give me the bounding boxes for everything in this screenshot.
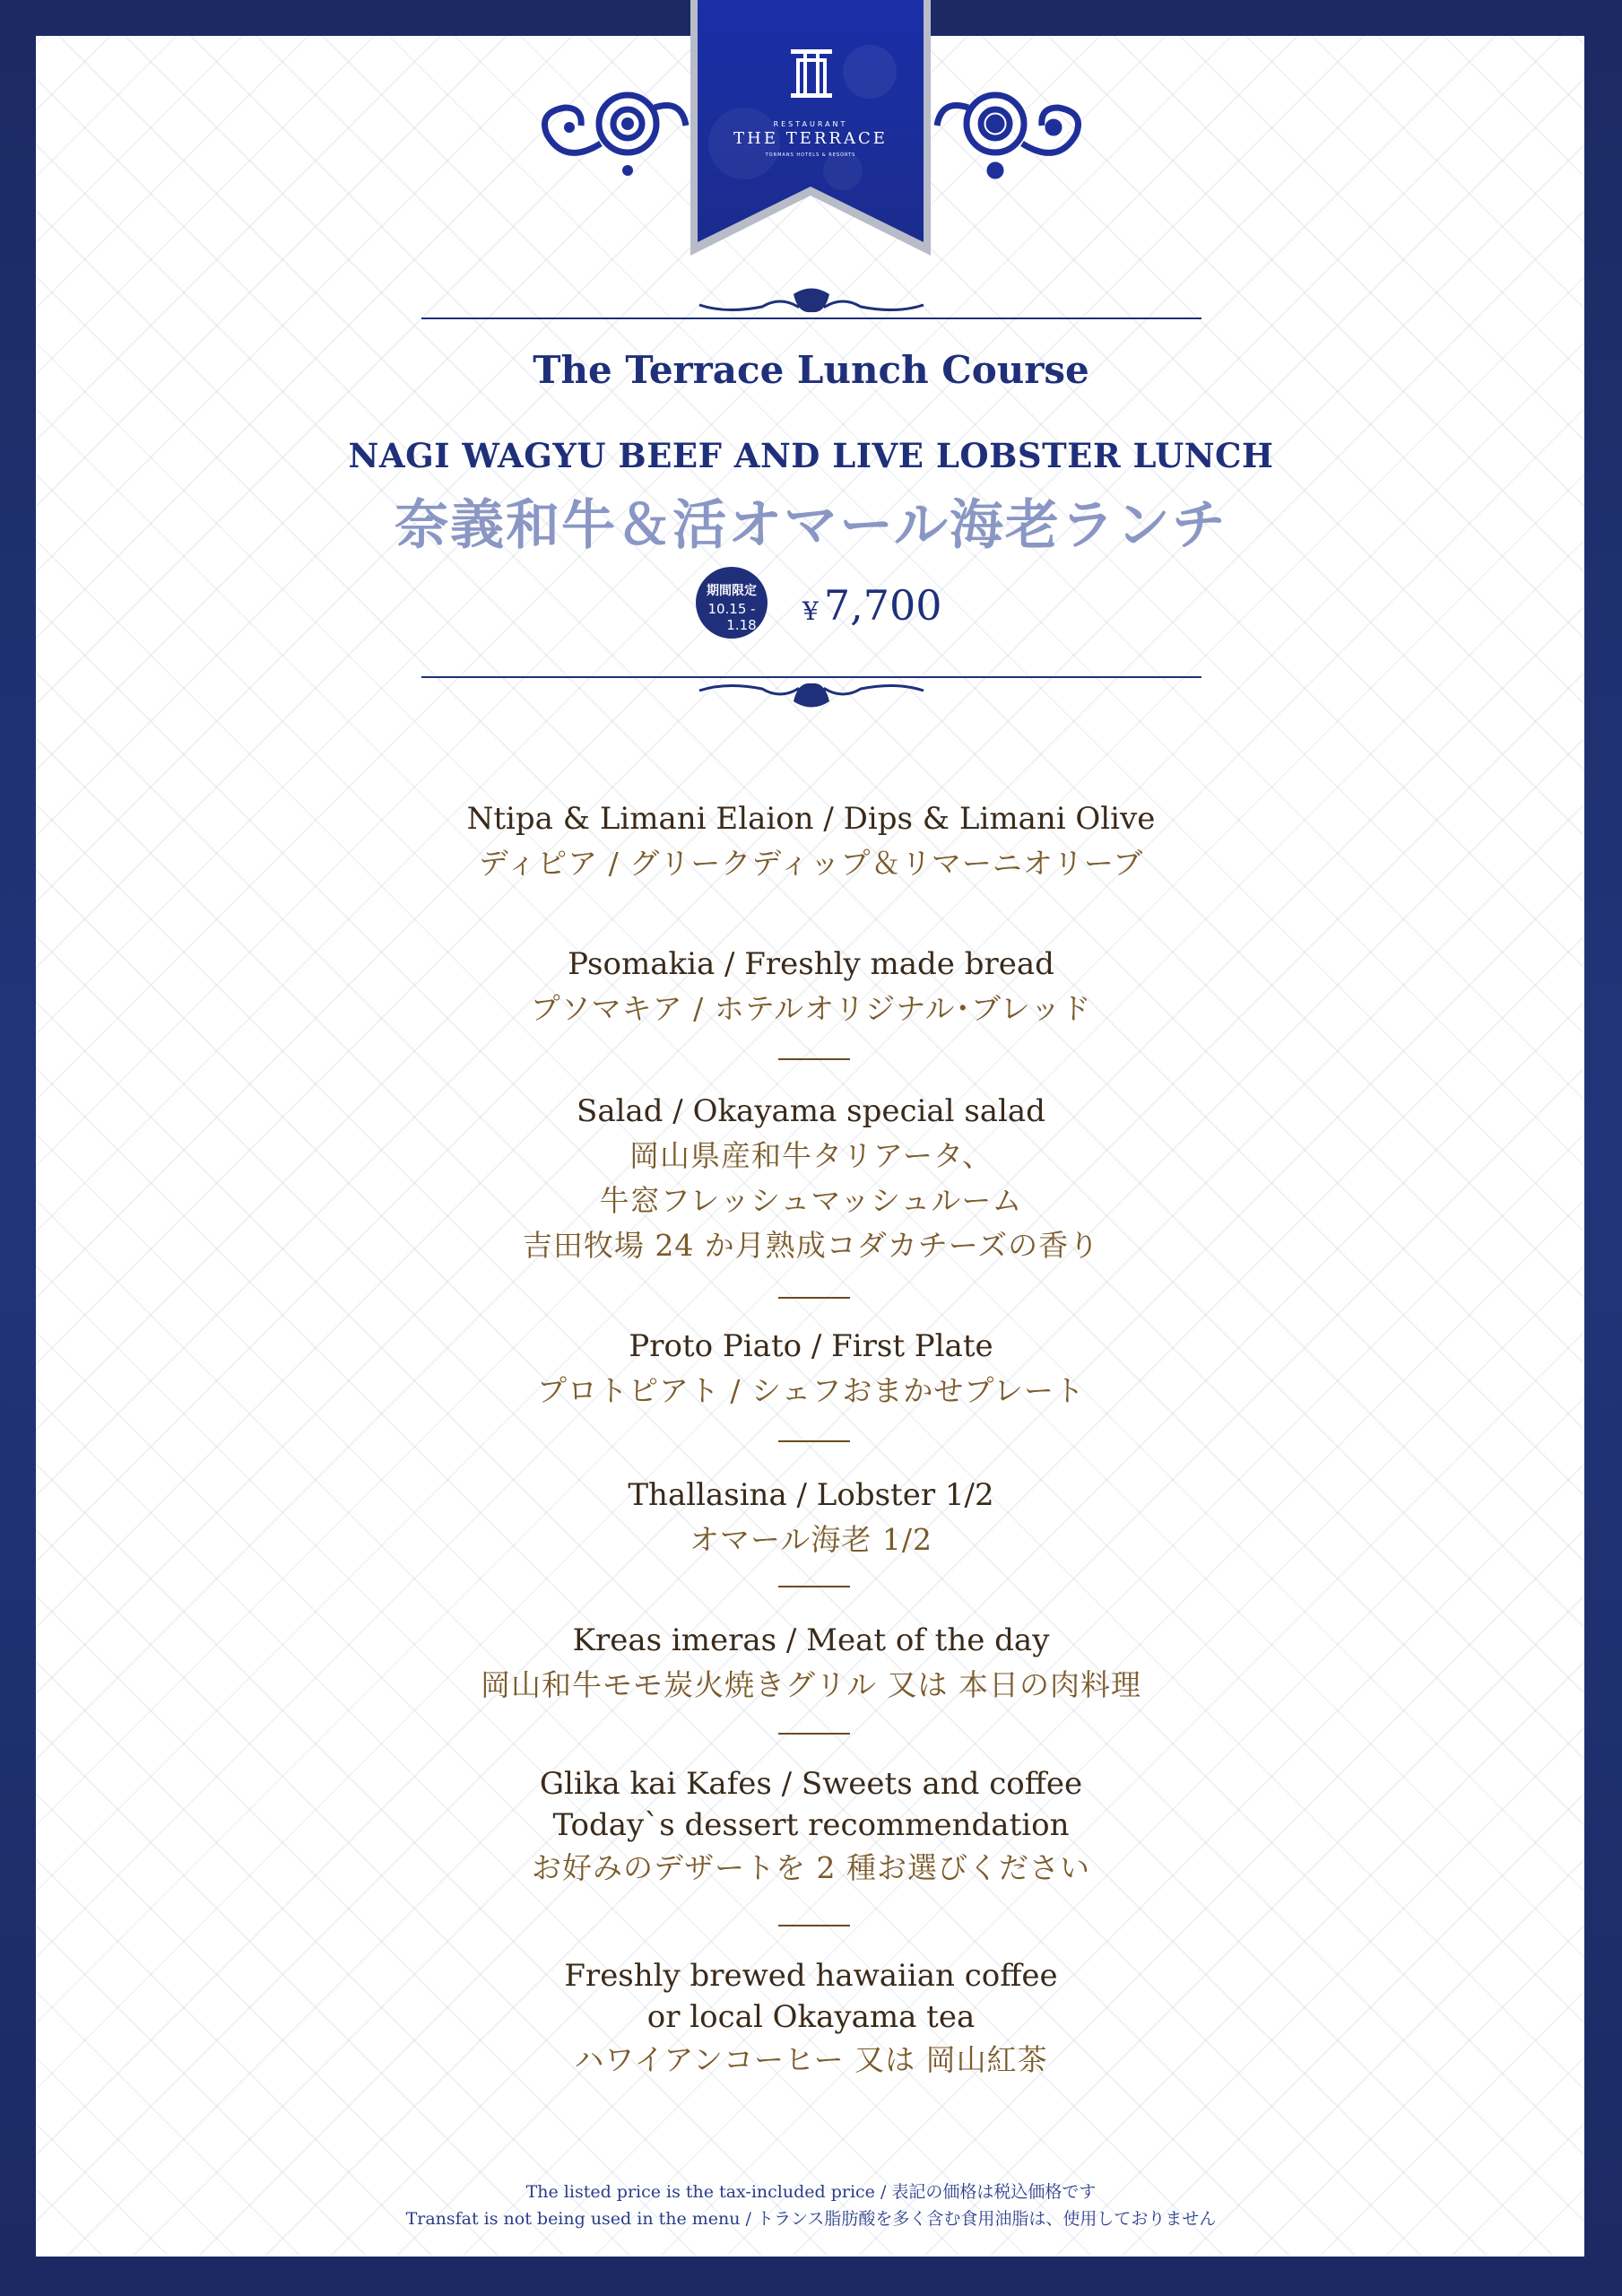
- separator: [778, 1440, 850, 1442]
- badge-label: 期間限定: [707, 584, 757, 598]
- menu-item-en: Thallasina / Lobster 1/2: [628, 1477, 994, 1513]
- divider-bottom: [421, 664, 1201, 718]
- menu-item-en: Freshly brewed hawaiian coffee: [564, 1958, 1058, 1994]
- menu-item-en: Glika kai Kafes / Sweets and coffee: [539, 1766, 1083, 1802]
- menu-item-en: or local Okayama tea: [646, 1999, 976, 2035]
- badge-date-end: 1.18: [726, 617, 757, 633]
- separator: [778, 1586, 850, 1587]
- menu-item-jp: お好みのデザートを 2 種お選びください: [532, 1850, 1090, 1885]
- title-en: NAGI WAGYU BEEF AND LIVE LOBSTER LUNCH: [348, 436, 1274, 475]
- ornament-scroll-right: [932, 81, 1094, 179]
- separator: [778, 1733, 850, 1735]
- menu-item-jp: 牛窓フレッシュマッシュルーム: [599, 1183, 1023, 1218]
- ornament-scroll-left: [529, 81, 690, 179]
- menu-item-en: Psomakia / Freshly made bread: [568, 946, 1054, 982]
- menu-item-jp: プソマキア / ホテルオリジナル･ブレッド: [530, 991, 1092, 1026]
- menu-item: [0, 1324, 1622, 1413]
- menu-item-jp: プロトピアト / シェフおまかせプレート: [536, 1373, 1086, 1408]
- brand-name: THE TERRACE: [733, 129, 888, 148]
- separator: [778, 1297, 850, 1299]
- menu-item: [0, 942, 1622, 1031]
- menu-item-jp: ハワイアンコーヒー 又は 岡山紅茶: [574, 2042, 1048, 2077]
- menu-item: [0, 796, 1622, 886]
- menu-item: [0, 1763, 1622, 1891]
- price-currency: ¥: [802, 596, 819, 626]
- menu-item-jp: 岡山県産和牛タリアータ、: [629, 1138, 993, 1173]
- course-title: The Terrace Lunch Course: [533, 348, 1089, 392]
- menu-item-jp: オマール海老 1/2: [690, 1522, 932, 1557]
- footer-tax-note: The listed price is the tax-included price / 表記の価格は税込価格です: [525, 2182, 1097, 2202]
- menu-item-jp: 岡山和牛モモ炭火焼きグリル 又は 本日の肉料理: [481, 1667, 1141, 1702]
- separator: [778, 1058, 850, 1060]
- brand-small-bottom: TORMANS HOTELS & RESORTS: [765, 152, 856, 158]
- price: [802, 581, 942, 630]
- menu-item-en: Kreas imeras / Meat of the day: [572, 1622, 1050, 1658]
- divider-top: [421, 278, 1201, 332]
- menu-item: [0, 1473, 1622, 1562]
- brand-small-top: RESTAURANT: [773, 120, 848, 128]
- footer-transfat-note: Transfat is not being used in the menu / トランス脂肪酸を多く含む食用油脂は、使用しておりません: [405, 2209, 1217, 2229]
- menu-item: [0, 1618, 1622, 1708]
- menu-item-en: Today`s dessert recommendation: [552, 1807, 1070, 1843]
- title-jp: 奈義和牛＆活オマール海老ランチ: [395, 494, 1227, 557]
- separator: [778, 1925, 850, 1926]
- price-amount: 7,700: [823, 581, 942, 630]
- badge-date-start: 10.15 -: [707, 601, 756, 617]
- menu-item-jp: 吉田牧場 24 か月熟成コダカチーズの香り: [522, 1228, 1100, 1263]
- footer: [0, 2179, 1622, 2232]
- period-badge: [696, 567, 768, 639]
- menu-item-en: Ntipa & Limani Elaion / Dips & Limani Olive: [466, 801, 1156, 837]
- menu-item: [0, 1089, 1622, 1268]
- menu-item-jp: ディピア / グリークディップ＆リマーニオリーブ: [478, 846, 1144, 881]
- menu-item-en: Proto Piato / First Plate: [629, 1328, 993, 1364]
- menu-item-en: Salad / Okayama special salad: [577, 1093, 1045, 1129]
- menu-item: [0, 1955, 1622, 2083]
